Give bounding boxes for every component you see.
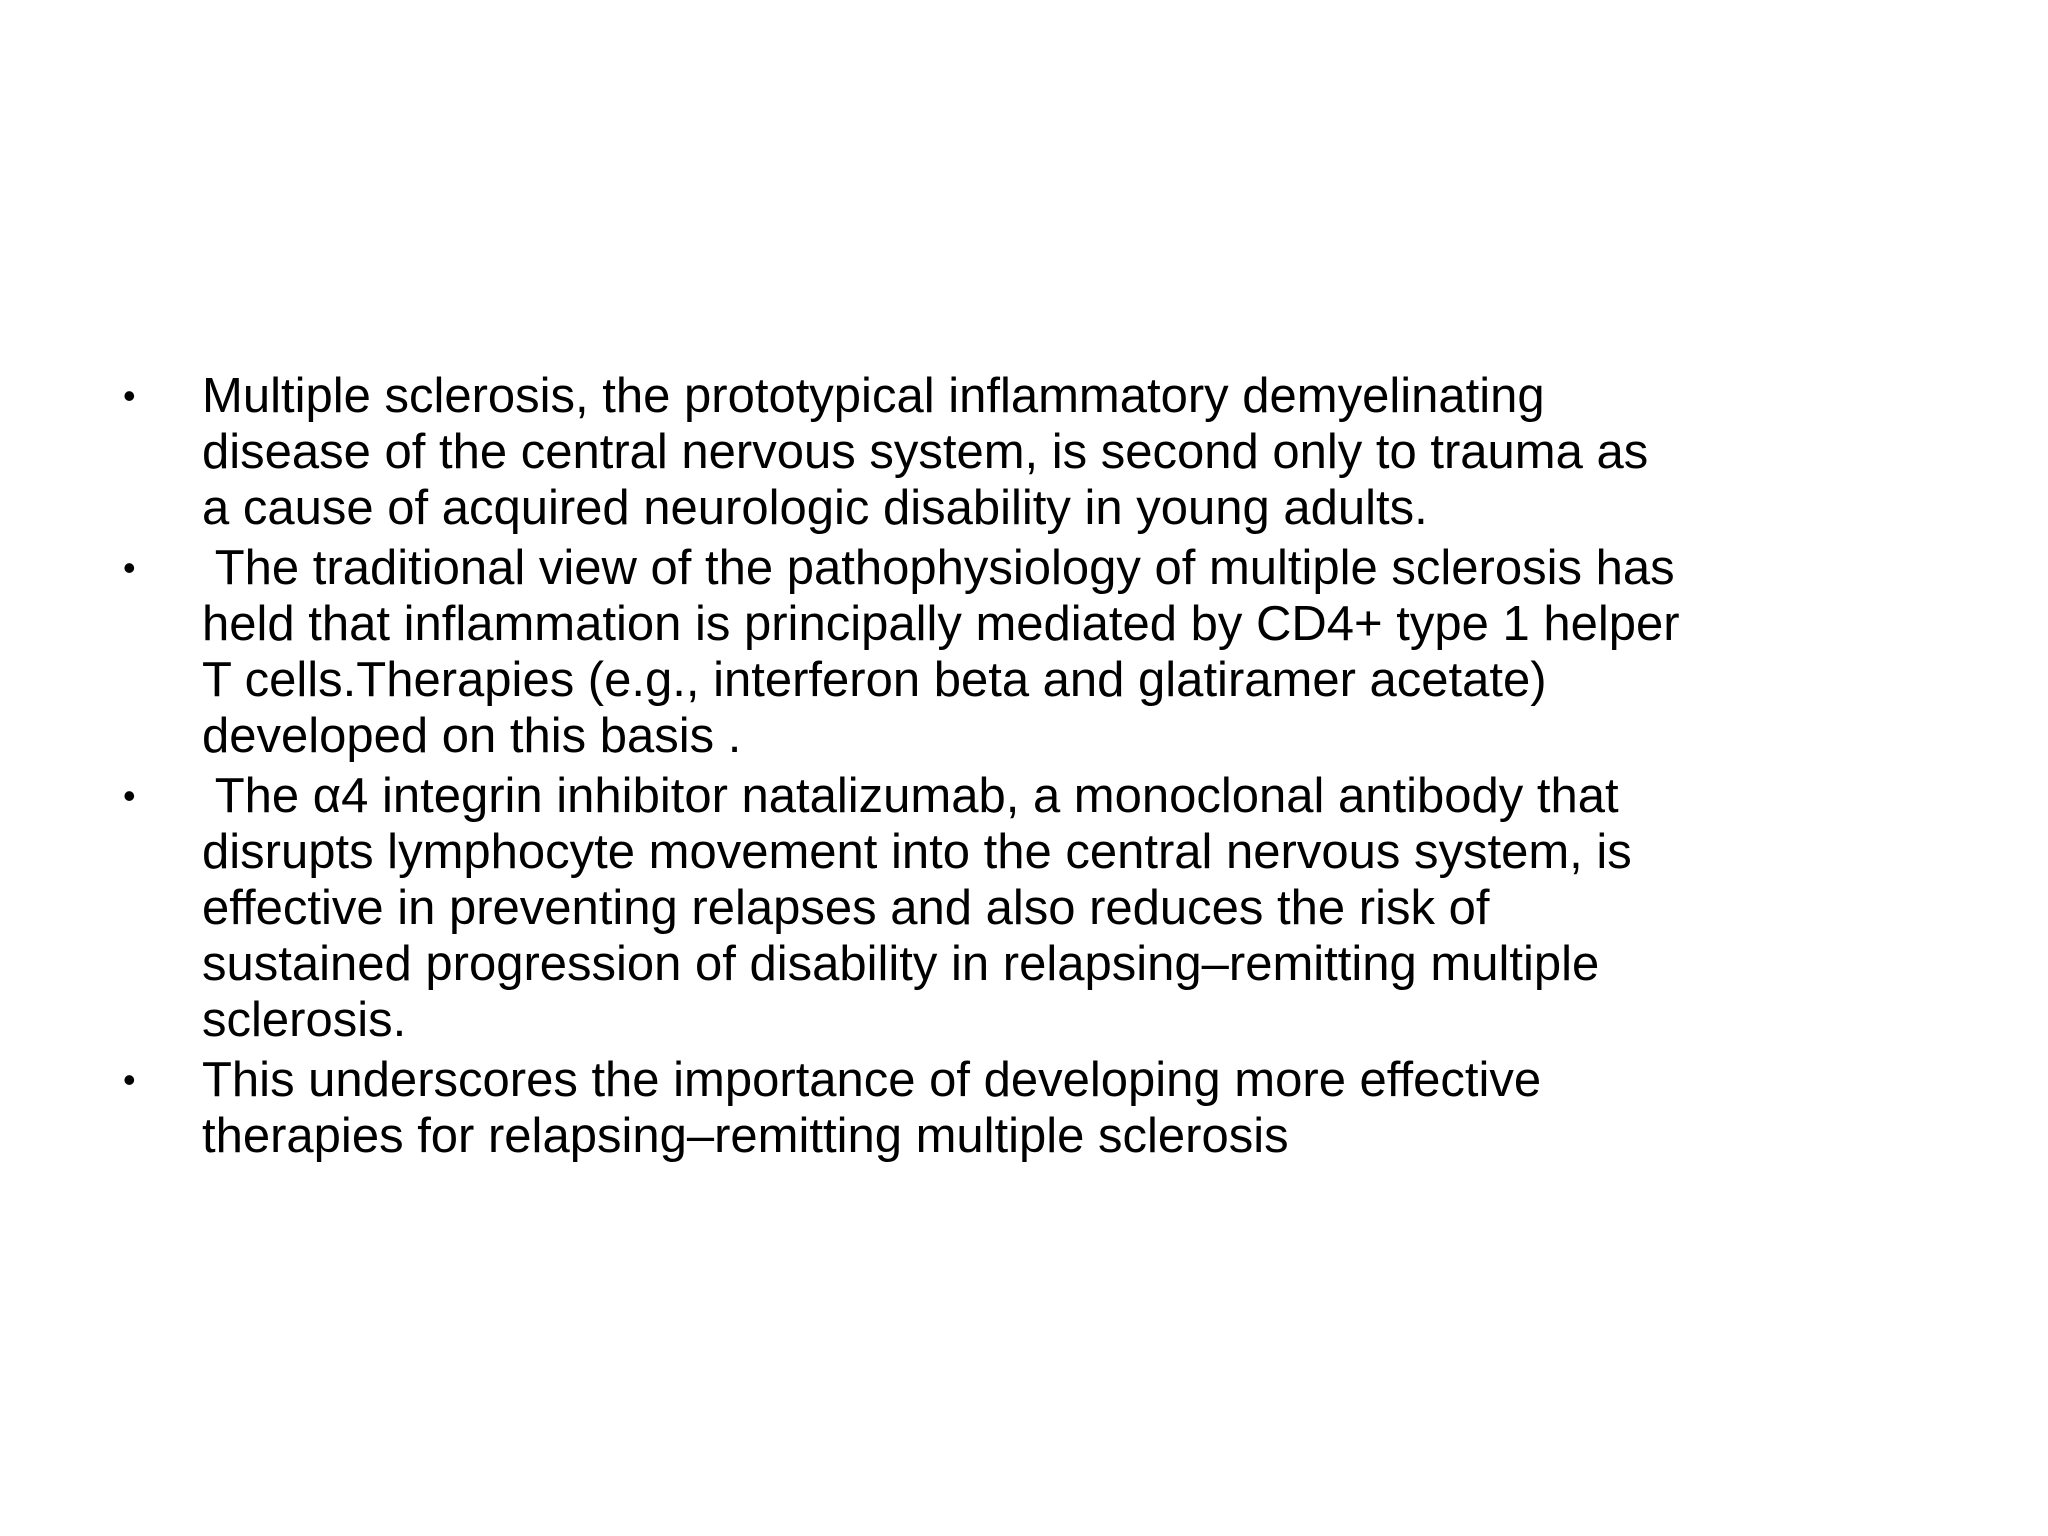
bullet-icon: • bbox=[123, 1059, 136, 1100]
text-line: This underscores the importance of developing more effective bbox=[202, 1053, 1542, 1107]
text-line: a cause of acquired neurologic disability in young adults. bbox=[202, 481, 1428, 535]
text-line: effective in preventing relapses and also reduces the risk of bbox=[202, 881, 1490, 935]
text-line: held that inflammation is principally mediated by CD4+ type 1 helper bbox=[202, 597, 1680, 651]
text-line: disease of the central nervous system, is second only to trauma as bbox=[202, 425, 1649, 479]
text-line: Multiple sclerosis, the prototypical inflammatory demyelinating bbox=[202, 369, 1545, 423]
text-line: T cells.Therapies (e.g., interferon beta and glatiramer acetate) bbox=[202, 653, 1547, 707]
bullet-item-ms-overview bbox=[123, 368, 1953, 536]
text-line: sclerosis. bbox=[202, 993, 407, 1047]
bullet-text bbox=[202, 768, 1953, 1048]
text-line: therapies for relapsing–remitting multiple sclerosis bbox=[202, 1109, 1289, 1163]
bullet-text bbox=[202, 368, 1953, 536]
text-line: The α4 integrin inhibitor natalizumab, a monoclonal antibody that bbox=[202, 769, 1619, 823]
bullet-text bbox=[202, 540, 1953, 764]
bullet-icon: • bbox=[123, 775, 136, 816]
text-line: sustained progression of disability in relapsing–remitting multiple bbox=[202, 937, 1600, 991]
bullet-list bbox=[123, 368, 1953, 1168]
bullet-icon: • bbox=[123, 547, 136, 588]
bullet-item-natalizumab bbox=[123, 768, 1953, 1048]
text-line: disrupts lymphocyte movement into the central nervous system, is bbox=[202, 825, 1632, 879]
bullet-text bbox=[202, 1052, 1953, 1164]
bullet-item-traditional-view bbox=[123, 540, 1953, 764]
text-line: developed on this basis . bbox=[202, 709, 742, 763]
bullet-item-conclusion bbox=[123, 1052, 1953, 1164]
text-line: The traditional view of the pathophysiology of multiple sclerosis has bbox=[202, 541, 1675, 595]
bullet-icon: • bbox=[123, 375, 136, 416]
